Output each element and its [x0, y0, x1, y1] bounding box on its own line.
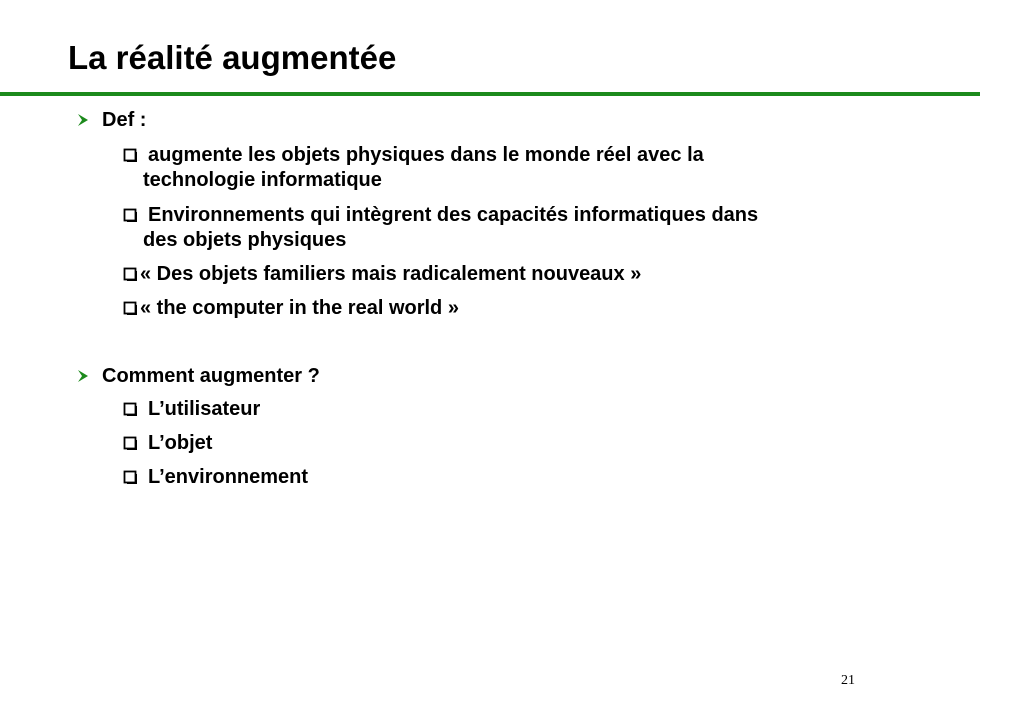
list-item-line: « the computer in the real world » — [140, 297, 459, 319]
list-item-line: technologie informatique — [143, 169, 382, 191]
list-item-line: des objets physiques — [143, 229, 347, 251]
slide-title: La réalité augmentée — [68, 39, 397, 76]
arrow-bullet-icon — [76, 113, 90, 127]
section-label: Comment augmenter ? — [102, 365, 320, 387]
hollow-square-bullet-icon — [123, 301, 137, 315]
page-number: 21 — [841, 673, 855, 688]
list-item-line: L’objet — [148, 432, 213, 454]
hollow-square-bullet-icon — [123, 402, 137, 416]
hollow-square-bullet-icon — [123, 148, 137, 162]
list-item-line: Environnements qui intègrent des capacités informatiques dans — [148, 204, 759, 226]
hollow-square-bullet-icon — [123, 470, 137, 484]
list-item-line: L’utilisateur — [148, 398, 261, 420]
hollow-square-bullet-icon — [123, 208, 137, 222]
arrow-bullet-icon — [76, 369, 90, 383]
list-item-line: L’environnement — [148, 466, 309, 488]
hollow-square-bullet-icon — [123, 267, 137, 281]
list-item-line: augmente les objets physiques dans le monde réel avec la — [148, 144, 704, 166]
hollow-square-bullet-icon — [123, 436, 137, 450]
title-divider — [0, 92, 980, 96]
section-label: Def : — [102, 109, 147, 131]
list-item-line: « Des objets familiers mais radicalement nouveaux » — [140, 263, 642, 285]
